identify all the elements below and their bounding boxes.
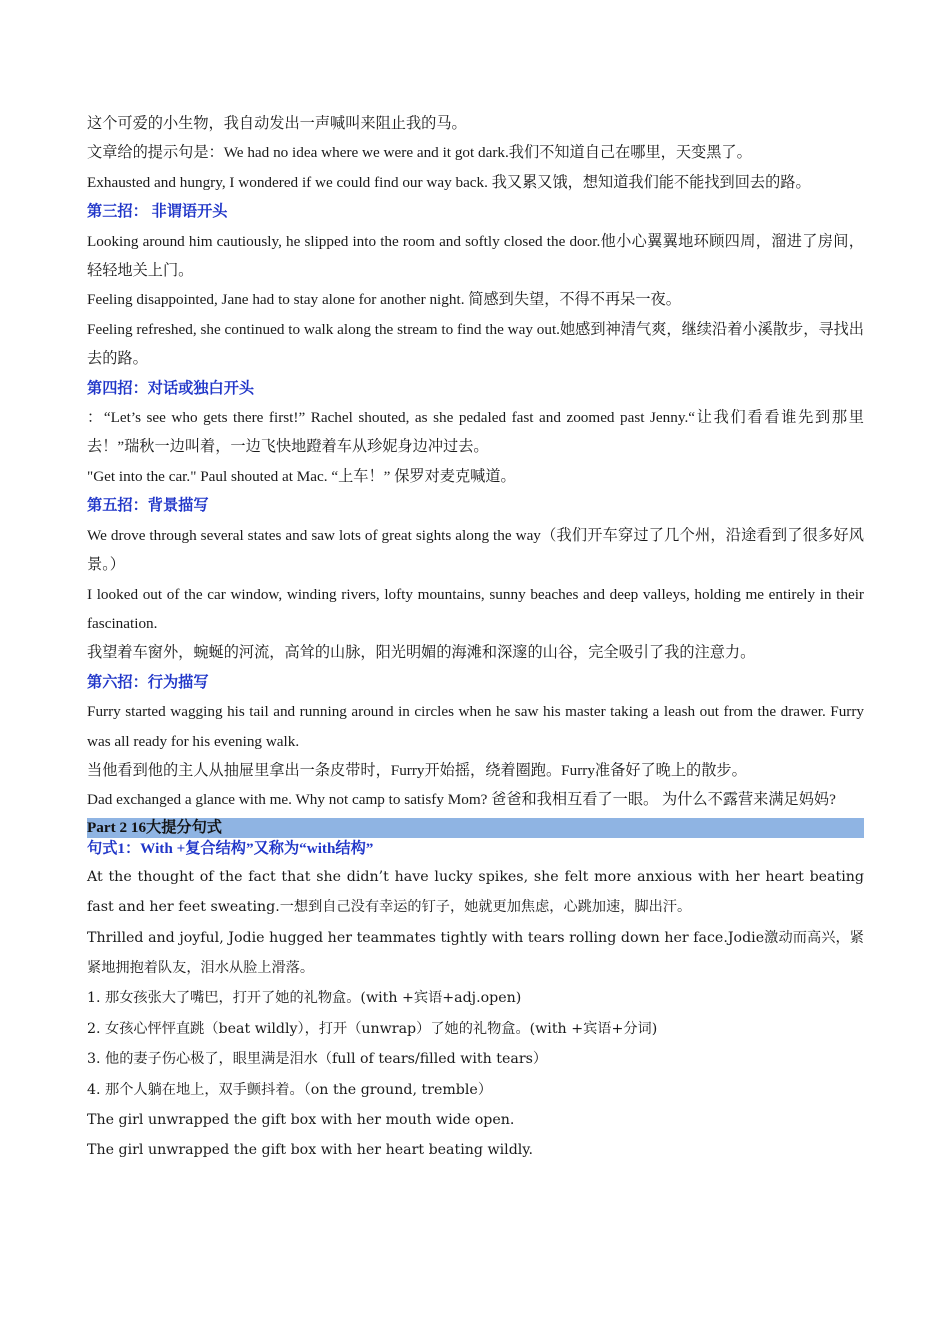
paragraph: 当他看到他的主人从抽屉里拿出一条皮带时，Furry开始摇，绕着圈跑。Furry准备好了晚上的散步。 bbox=[87, 761, 747, 779]
paragraph: At the thought of the fact that she didn’t have lucky spikes, she felt more anxious with her heart beating fast and her feet sweating.一想到自己没有幸运的钉子，她就更加焦虑，心跳加速，脚出汗。 bbox=[87, 868, 864, 916]
part-title-bar: Part 2 16大提分句式 bbox=[87, 818, 864, 838]
paragraph: ：“Let’s see who gets there first!” Rachel shouted, as she pedaled fast and zoomed past Jenny.“让我们看看谁先到那里去！”瑞秋一边叫着，一边飞快地蹬着车从珍妮身边冲过去。 bbox=[87, 409, 864, 456]
answer-line: The girl unwrapped the gift box with her heart beating wildly. bbox=[87, 1142, 533, 1159]
paragraph: We drove through several states and saw lots of great sights along the way（我们开车穿过了几个州，沿途看到了很多好风景。） bbox=[87, 526, 864, 574]
document-page bbox=[87, 109, 864, 1166]
exercise-item: 1. 那女孩张大了嘴巴，打开了她的礼物盒。(with +宾语+adj.open) bbox=[87, 990, 522, 1007]
paragraph: Looking around him cautiously, he slipped into the room and softly closed the door.他小心翼翼地环顾四周，溜进了房间，轻轻地关上门。 bbox=[87, 232, 864, 280]
paragraph: 我望着车窗外，蜿蜒的河流，高耸的山脉，阳光明媚的海滩和深邃的山谷，完全吸引了我的注意力。 bbox=[87, 644, 756, 662]
section-heading-3: 第三招： 非谓语开头 bbox=[87, 203, 228, 221]
text-line: Exhausted and hungry, I wondered if we could find our way back. 我又累又饿，想知道我们能不能找到回去的路。 bbox=[87, 173, 811, 191]
paragraph: Feeling disappointed, Jane had to stay alone for another night. 简感到失望，不得不再呆一夜。 bbox=[87, 291, 681, 309]
text-line: 文章给的提示句是：We had no idea where we were and it got dark.我们不知道自己在哪里，天变黑了。 bbox=[87, 144, 752, 162]
paragraph: Furry started wagging his tail and running around in circles when he saw his master taking a leash out from the drawer. Furry was all ready for his evening walk. bbox=[87, 703, 864, 750]
section-heading-4: 第四招：对话或独白开头 bbox=[87, 379, 255, 397]
pattern-heading: 句式1：With +复合结构”又称为“with结构” bbox=[87, 839, 374, 857]
section-heading-6: 第六招：行为描写 bbox=[87, 673, 209, 691]
paragraph: Dad exchanged a glance with me. Why not camp to satisfy Mom? 爸爸和我相互看了一眼。 为什么不露营来满足妈妈? bbox=[87, 791, 836, 809]
paragraph: "Get into the car." Paul shouted at Mac. “上车！” 保罗对麦克喊道。 bbox=[87, 467, 516, 485]
section-heading-5: 第五招：背景描写 bbox=[87, 497, 209, 515]
paragraph: Feeling refreshed, she continued to walk along the stream to find the way out.她感到神清气爽，继续沿着小溪散步，寻找出去的路。 bbox=[87, 320, 864, 368]
answer-line: The girl unwrapped the gift box with her mouth wide open. bbox=[87, 1112, 515, 1128]
paragraph: I looked out of the car window, winding rivers, lofty mountains, sunny beaches and deep valleys, holding me entirely in their fascination. bbox=[87, 585, 864, 632]
exercise-item: 3. 他的妻子伤心极了，眼里满是泪水（full of tears/filled with tears） bbox=[87, 1051, 548, 1068]
paragraph: Thrilled and joyful, Jodie hugged her teammates tightly with tears rolling down her face.Jodie激动而高兴，紧紧地拥抱着队友，泪水从脸上滑落。 bbox=[87, 929, 864, 976]
text-line: 这个可爱的小生物，我自动发出一声喊叫来阻止我的马。 bbox=[87, 115, 467, 132]
exercise-item: 4. 那个人躺在地上，双手颤抖着。（on the ground, tremble） bbox=[87, 1081, 493, 1098]
exercise-item: 2. 女孩心怦怦直跳（beat wildly），打开（unwrap）了她的礼物盒。(with +宾语+分词) bbox=[87, 1020, 658, 1037]
